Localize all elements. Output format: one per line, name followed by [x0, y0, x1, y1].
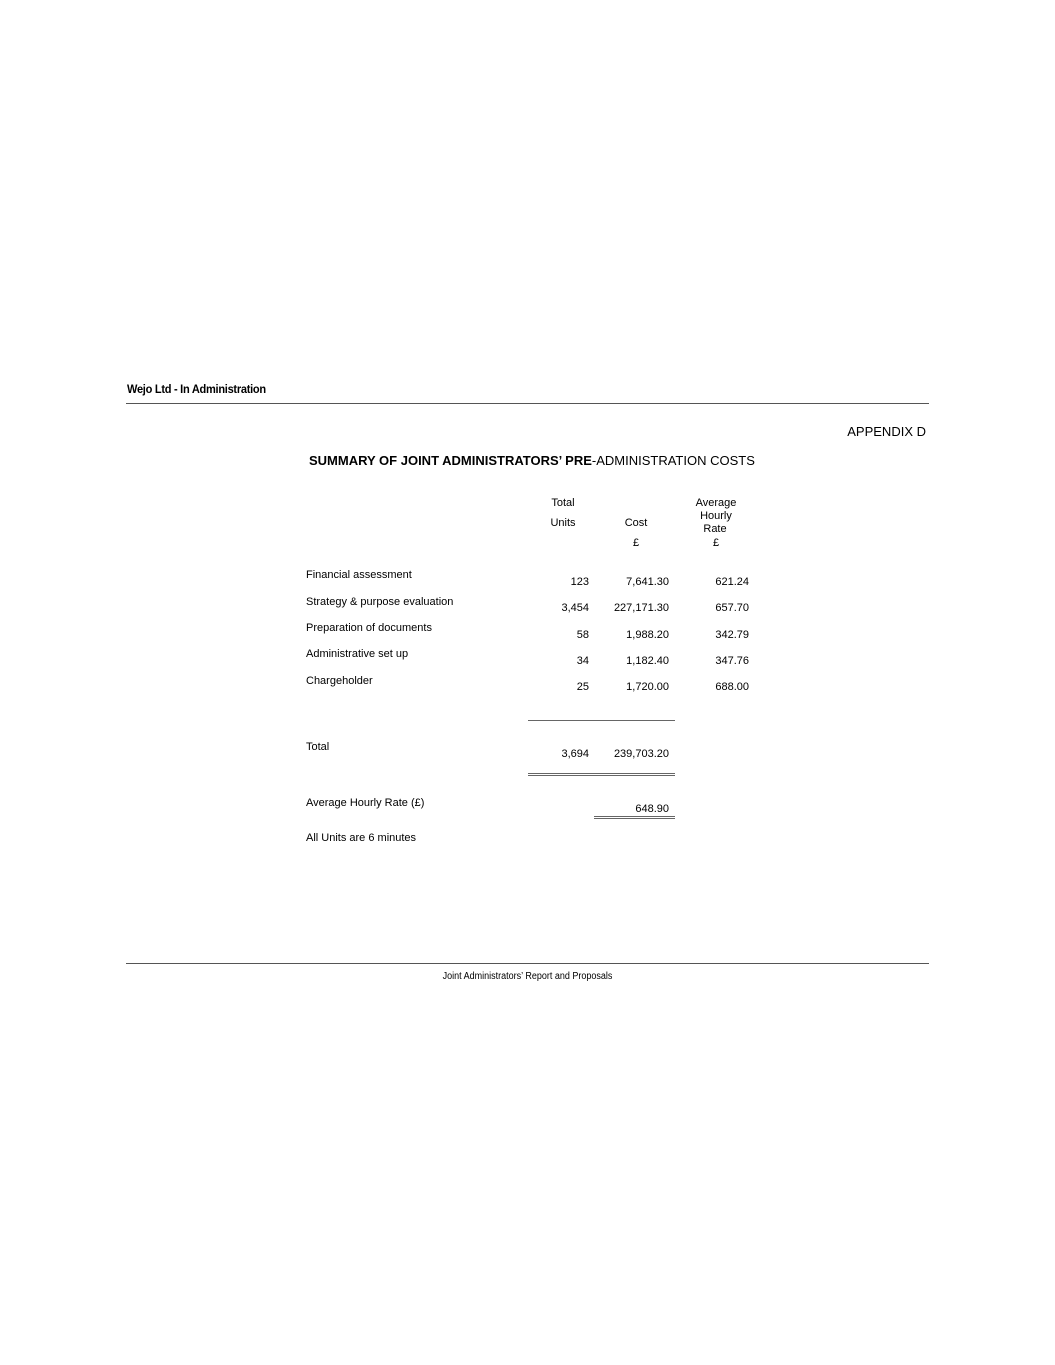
- page-title: [309, 453, 755, 468]
- row-cost: 1,988.20: [626, 629, 669, 641]
- average-double-rule: [594, 816, 675, 819]
- total-units: 3,694: [561, 748, 589, 760]
- row-units: 34: [576, 655, 589, 667]
- total-double-rule: [528, 773, 675, 776]
- units-header-2: Units: [550, 517, 576, 529]
- row-rate: 657.70: [715, 602, 749, 614]
- footer-text: Joint Administrators’ Report and Proposals: [442, 971, 613, 982]
- total-cost: 239,703.20: [613, 748, 669, 760]
- title-bold: SUMMARY OF JOINT ADMINISTRATORS’ PRE: [309, 453, 592, 468]
- row-label-preparation: Preparation of documents: [306, 622, 432, 634]
- subtotal-rule: [528, 720, 675, 721]
- cost-header-1: Cost: [624, 517, 648, 529]
- units-note: All Units are 6 minutes: [306, 832, 417, 844]
- rate-header-1: Average: [695, 497, 737, 509]
- total-label: Total: [306, 741, 330, 753]
- average-label: Average Hourly Rate (£): [306, 797, 425, 809]
- row-label-administrative: Administrative set up: [306, 648, 409, 660]
- rate-header-3: Rate: [703, 523, 727, 535]
- company-name: Wejo Ltd - In Administration: [127, 382, 266, 396]
- row-cost: 1,720.00: [626, 681, 669, 693]
- row-cost: 7,641.30: [626, 576, 669, 588]
- units-header-1: Total: [551, 497, 575, 509]
- rate-header-2: Hourly: [700, 510, 732, 522]
- row-cost: 1,182.40: [626, 655, 669, 667]
- row-rate: 342.79: [715, 629, 749, 641]
- row-label-chargeholder: Chargeholder: [306, 675, 373, 687]
- rate-header-4: £: [712, 537, 720, 549]
- row-label-strategy: Strategy & purpose evaluation: [306, 596, 454, 608]
- appendix-label: APPENDIX D: [847, 424, 926, 439]
- header-rule: [126, 403, 929, 404]
- average-value: 648.90: [635, 803, 669, 815]
- row-rate: 688.00: [715, 681, 749, 693]
- title-normal: -ADMINISTRATION COSTS: [591, 453, 755, 468]
- row-rate: 347.76: [715, 655, 749, 667]
- row-units: 25: [576, 681, 589, 693]
- row-rate: 621.24: [715, 576, 749, 588]
- footer-rule: [126, 963, 929, 964]
- row-units: 123: [570, 576, 589, 588]
- cost-header-2: £: [632, 537, 640, 549]
- row-units: 3,454: [561, 602, 589, 614]
- row-label-financial-assessment: Financial assessment: [306, 569, 412, 581]
- row-units: 58: [576, 629, 589, 641]
- row-cost: 227,171.30: [613, 602, 669, 614]
